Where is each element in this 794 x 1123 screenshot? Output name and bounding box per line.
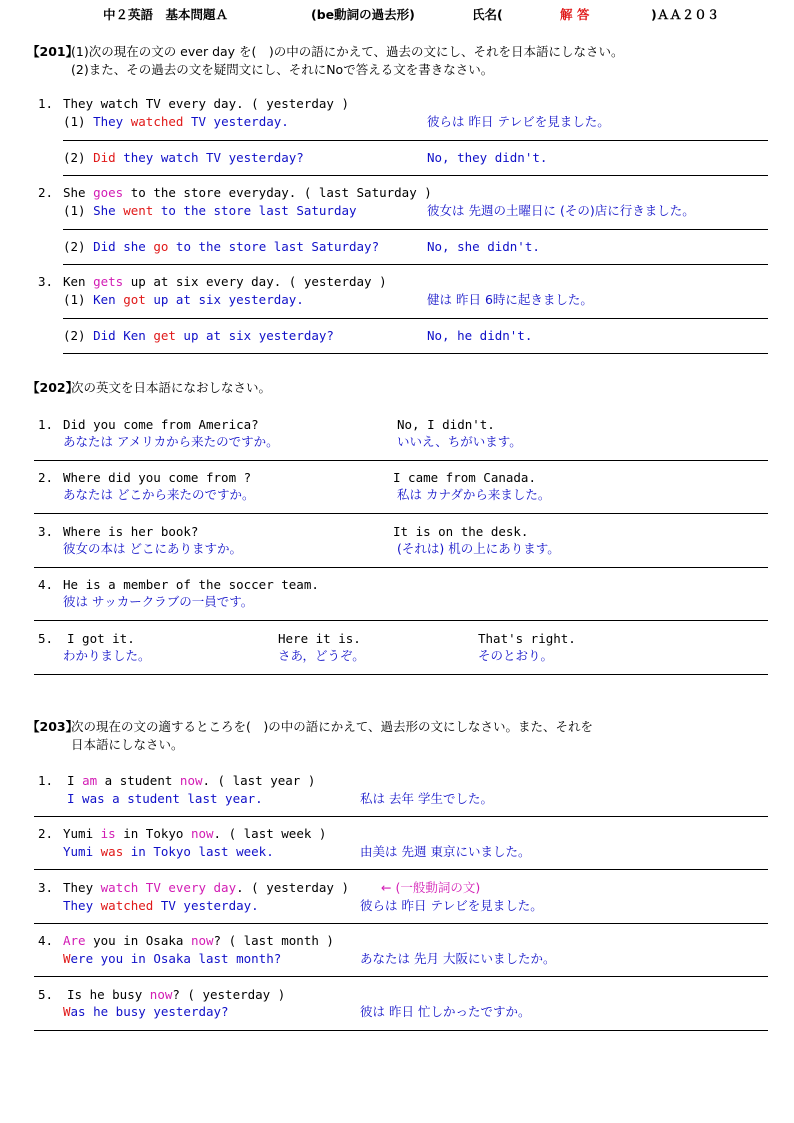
answer-no-response: No, he didn't. xyxy=(427,328,533,343)
note-general-verb: ← (一般動詞の文) xyxy=(381,880,481,895)
question-number: 2. xyxy=(38,826,54,841)
question-sentence: Ken gets up at six every day. ( yesterday ) xyxy=(63,274,387,289)
divider xyxy=(34,513,768,514)
answer-japanese: 彼らは 昨日 テレビを見ました。 xyxy=(427,114,610,129)
question-sentence: I am a student now. ( last year ) xyxy=(67,773,316,788)
page-title: 中２英語 基本問題Ａ xyxy=(103,7,229,22)
answer-past-sentence: (1) She went to the store last Saturday xyxy=(63,203,357,218)
answer-past-sentence: (1) They watched TV yesterday. xyxy=(63,114,289,129)
question-sentence: Are you in Osaka now? ( last month ) xyxy=(63,933,334,948)
question-number: 3. xyxy=(38,274,54,289)
answer-past-sentence: Yumi was in Tokyo last week. xyxy=(63,844,274,859)
japanese-translation: 彼女の本は どこにありますか。 xyxy=(63,541,242,556)
question-number: 4. xyxy=(38,933,54,948)
divider xyxy=(34,816,768,817)
answer-japanese: あなたは 先月 大阪にいましたか。 xyxy=(360,951,556,966)
english-response: I came from Canada. xyxy=(393,470,536,485)
answer-past-sentence: I was a student last year. xyxy=(67,791,263,806)
answer-past-sentence: Was he busy yesterday? xyxy=(63,1004,229,1019)
japanese-translation: 彼は サッカークラブの一員です。 xyxy=(63,594,254,609)
answer-japanese: 由美は 先週 東京にいました。 xyxy=(360,844,531,859)
question-number: 2. xyxy=(38,185,54,200)
section-201-tag: 【201】 xyxy=(27,44,79,59)
question-number: 1. xyxy=(38,417,54,432)
answer-past-sentence: Were you in Osaka last month? xyxy=(63,951,282,966)
page-subtitle: (be動詞の過去形) xyxy=(311,7,415,22)
question-number: 5. xyxy=(38,631,54,646)
question-sentence: Yumi is in Tokyo now. ( last week ) xyxy=(63,826,327,841)
english-sentence: Where is her book? xyxy=(63,524,199,539)
question-number: 1. xyxy=(38,773,54,788)
divider xyxy=(34,869,768,870)
divider xyxy=(34,620,768,621)
divider xyxy=(63,140,768,141)
divider xyxy=(34,567,768,568)
section-203-instruction-2: 日本語にしなさい。 xyxy=(71,737,184,752)
answer-question-sentence: (2) Did Ken get up at six yesterday? xyxy=(63,328,334,343)
answer-japanese: 彼女は 先週の土曜日に (その)店に行きました。 xyxy=(427,203,695,218)
divider xyxy=(63,229,768,230)
divider xyxy=(63,264,768,265)
divider xyxy=(34,923,768,924)
phrase-english: I got it. xyxy=(67,631,135,646)
divider xyxy=(34,1030,768,1031)
english-response: No, I didn't. xyxy=(397,417,495,432)
answer-past-sentence: (1) Ken got up at six yesterday. xyxy=(63,292,304,307)
japanese-translation: あなたは どこから来たのですか。 xyxy=(63,487,255,502)
japanese-response: 私は カナダから来ました。 xyxy=(397,487,551,502)
answer-japanese: 健は 昨日 6時に起きました。 xyxy=(427,292,593,307)
question-number: 4. xyxy=(38,577,54,592)
answer-japanese: 彼らは 昨日 テレビを見ました。 xyxy=(360,898,543,913)
japanese-response: (それは) 机の上にあります。 xyxy=(397,541,560,556)
answer-no-response: No, they didn't. xyxy=(427,150,548,165)
section-201-instruction-1: (1)次の現在の文の ever day を( )の中の語にかえて、過去の文にし、それを日本語にしなさい。 xyxy=(71,44,624,59)
english-sentence: Did you come from America? xyxy=(63,417,259,432)
question-sentence: They watch TV every day. ( yesterday ) xyxy=(63,96,349,111)
phrase-japanese: わかりました。 xyxy=(63,648,151,663)
answer-question-sentence: (2) Did she go to the store last Saturday? xyxy=(63,239,380,254)
phrase-japanese: そのとおり。 xyxy=(478,648,554,663)
sheet-code: )ＡＡ２０３ xyxy=(651,7,720,22)
question-sentence: Is he busy now? ( yesterday ) xyxy=(67,987,286,1002)
divider xyxy=(63,353,768,354)
phrase-japanese: さあ，どうぞ。 xyxy=(278,648,365,663)
divider xyxy=(34,976,768,977)
answer-no-response: No, she didn't. xyxy=(427,239,540,254)
divider xyxy=(34,674,768,675)
question-number: 3. xyxy=(38,524,54,539)
divider xyxy=(63,175,768,176)
divider xyxy=(34,460,768,461)
section-203-instruction-1: 次の現在の文の適するところを( )の中の語にかえて、過去形の文にしなさい。また、それを xyxy=(71,719,594,734)
answer-past-sentence: They watched TV yesterday. xyxy=(63,898,259,913)
phrase-english: Here it is. xyxy=(278,631,361,646)
question-number: 1. xyxy=(38,96,54,111)
question-number: 5. xyxy=(38,987,54,1002)
section-202-tag: 【202】 xyxy=(27,380,79,395)
divider xyxy=(63,318,768,319)
answer-mark: 解 答 xyxy=(560,7,590,22)
phrase-english: That's right. xyxy=(478,631,576,646)
question-sentence: They watch TV every day. ( yesterday ) xyxy=(63,880,349,895)
question-sentence: She goes to the store everyday. ( last Saturday ) xyxy=(63,185,432,200)
section-202-instruction: 次の英文を日本語になおしなさい。 xyxy=(71,380,272,395)
japanese-response: いいえ、ちがいます。 xyxy=(397,434,522,449)
section-203-tag: 【203】 xyxy=(27,719,79,734)
question-number: 3. xyxy=(38,880,54,895)
section-201-instruction-2: (2)また、その過去の文を疑問文にし、それにNoで答える文を書きなさい。 xyxy=(71,62,494,77)
english-sentence: He is a member of the soccer team. xyxy=(63,577,319,592)
question-number: 2. xyxy=(38,470,54,485)
answer-japanese: 彼は 昨日 忙しかったですか。 xyxy=(360,1004,531,1019)
answer-japanese: 私は 去年 学生でした。 xyxy=(360,791,493,806)
english-sentence: Where did you come from ? xyxy=(63,470,252,485)
name-label: 氏名( xyxy=(472,7,503,22)
answer-question-sentence: (2) Did they watch TV yesterday? xyxy=(63,150,304,165)
english-response: It is on the desk. xyxy=(393,524,529,539)
japanese-translation: あなたは アメリカから来たのですか。 xyxy=(63,434,279,449)
